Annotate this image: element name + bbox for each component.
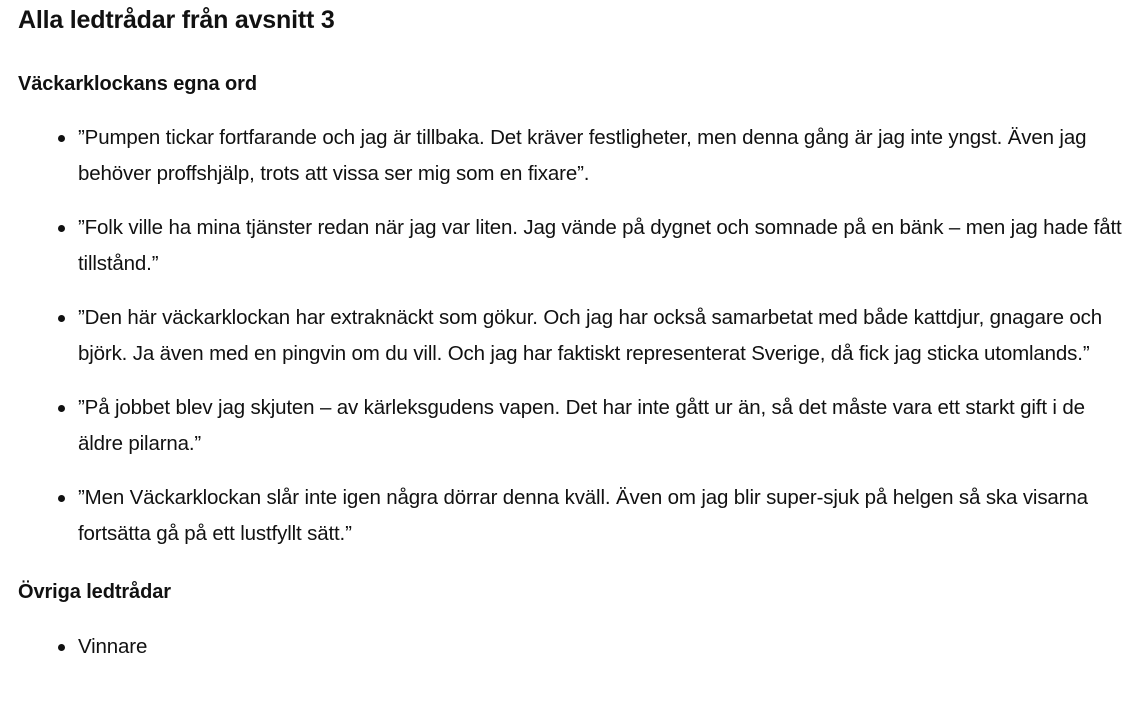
clue-text: ”Pumpen tickar fortfarande och jag är tillbaka. Det kräver festligheter, men denna gång är jag inte yngst. Även jag behöver proffshjälp, trots att vissa ser mig som en fixare”. xyxy=(78,126,1087,185)
clue-text: ”Den här väckarklockan har extraknäckt som gökur. Och jag har också samarbetat med både kattdjur, gnagare och björk. Ja även med en pingvin om du vill. Och jag har faktiskt representerat Sverige, då fick jag sticka utomlands.” xyxy=(78,306,1102,365)
page-title: Alla ledtrådar från avsnitt 3 xyxy=(18,6,335,34)
clue-item xyxy=(18,480,1141,552)
bullet-icon xyxy=(58,225,65,232)
own-words-clue-list xyxy=(18,120,1141,552)
bullet-icon xyxy=(58,405,65,412)
clue-text: ”På jobbet blev jag skjuten – av kärleksgudens vapen. Det har inte gått ur än, så det måste vara ett starkt gift i de äldre pilarna.” xyxy=(78,396,1085,455)
bullet-icon xyxy=(58,135,65,142)
section-heading-other-clues: Övriga ledtrådar xyxy=(18,581,171,603)
bullet-icon xyxy=(58,644,65,651)
clue-text: ”Men Väckarklockan slår inte igen några dörrar denna kväll. Även om jag blir super-sjuk på helgen så ska visarna fortsätta gå på ett lustfyllt sätt.” xyxy=(78,486,1088,545)
clue-text: Vinnare xyxy=(78,635,148,658)
clue-item xyxy=(18,390,1141,462)
section-heading-own-words: Väckarklockans egna ord xyxy=(18,73,257,95)
clue-item xyxy=(18,120,1141,192)
clue-text: ”Folk ville ha mina tjänster redan när jag var liten. Jag vände på dygnet och somnade på en bänk – men jag hade fått tillstånd.” xyxy=(78,216,1122,275)
other-clues-list xyxy=(18,629,1141,665)
clue-item xyxy=(18,210,1141,282)
clue-item xyxy=(18,629,1141,665)
bullet-icon xyxy=(58,315,65,322)
bullet-icon xyxy=(58,495,65,502)
clue-item xyxy=(18,300,1141,372)
